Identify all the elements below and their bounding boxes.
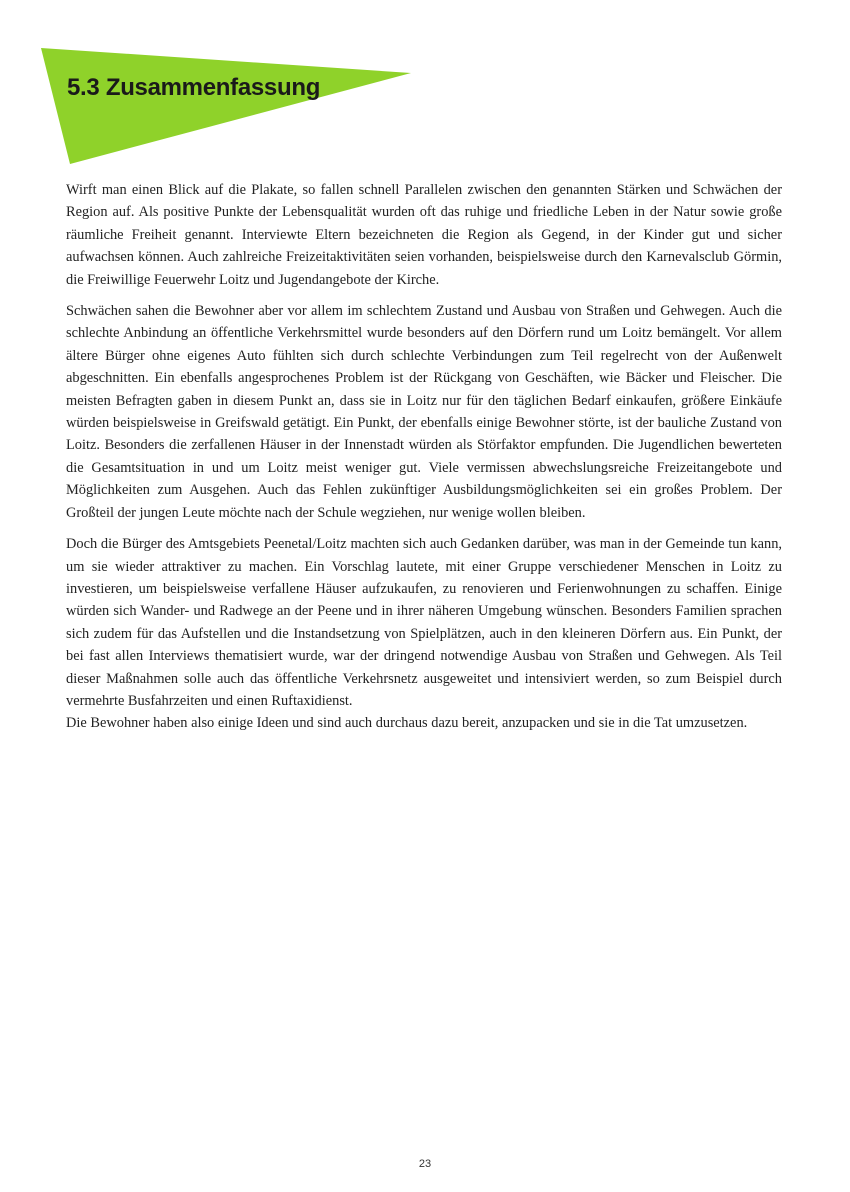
body-text [66, 179, 782, 744]
paragraph: Die Bewohner haben also einige Ideen und sind auch durchaus dazu bereit, anzupacken und sie in die Tat umzusetzen. [66, 715, 748, 732]
paragraph: Doch die Bürger des Amtsgebiets Peenetal/Loitz machten sich auch Gedanken darüber, was man in der Gemeinde tun kann, um sie wieder attraktiver zu machen. Ein Vorschlag lautete, mit einer Gruppe verschiedener Menschen in Loitz zu investieren, um beispielsweise verfallene Häuser aufzukaufen, zu renovieren und Ferienwohnungen zu schaffen. Einige würden sich Wander- und Radwege an der Peene und in ihrer näheren Umgebung wünschen. Besonders Familien sprachen sich zudem für das Aufstellen und die Instandsetzung von Spielplätzen, auch in den kleineren Dörfern aus. Ein Punkt, der bei fast allen Interviews thematisiert wurde, war der dringend notwendige Ausbau von Straßen und Gehwegen. Als Teil dieser Maßnahmen solle auch das öffentliche Verkehrsnetz ausgeweitet und intensiviert werden, so zum Beispiel durch vermehrte Busfahrzeiten und einen Ruftaxidienst. [66, 536, 782, 709]
page-number: 23 [418, 1158, 432, 1170]
paragraph: Schwächen sahen die Bewohner aber vor allem im schlechtem Zustand und Ausbau von Straßen und Gehwegen. Auch die schlechte Anbindung an öffentliche Verkehrsmittel wurde besonders auf den Dörfern rund um Loitz bemängelt. Vor allem ältere Bürger ohne eigenes Auto fühlten sich durch schlechte Verbindungen zum Teil regelrecht von der Außenwelt abgeschnitten. Ein ebenfalls angesprochenes Problem ist der Rückgang von Geschäften, wie Bäcker und Fleischer. Die meisten Befragten gaben in diesem Punkt an, dass sie in Loitz nur für den täglichen Bedarf einkaufen, größere Einkäufe würden beispielsweise in Greifswald getätigt. Ein Punkt, der ebenfalls einige Bewohner störte, ist der bauliche Zustand von Loitz. Besonders die zerfallenen Häuser in der Innenstadt würden als Störfaktor empfunden. Die Jugendlichen bewerteten die Gesamtsituation in und um Loitz meist weniger gut. Viele vermissen abwechslungsreiche Freizeitangebote und Möglichkeiten zum Ausgehen. Auch das Fehlen zukünftiger Ausbildungsmöglichkeiten sei ein großes Problem. Der Großteil der jungen Leute möchte nach der Schule wegziehen, nur wenige wollen bleiben. [66, 303, 782, 521]
section-heading: 5.3 Zusammenfassung [67, 74, 321, 101]
paragraph: Wirft man einen Blick auf die Plakate, so fallen schnell Parallelen zwischen den genannten Stärken und Schwächen der Region auf. Als positive Punkte der Lebensqualität wurden oft das ruhige und friedliche Leben in der Natur sowie große räumliche Freiheit genannt. Interviewte Eltern bezeichneten die Region als Gegend, in der Kinder gut und sicher aufwachsen können. Auch zahlreiche Freizeitaktivitäten seien vorhanden, beispielsweise durch den Karnevalsclub Görmin, die Freiwillige Feuerwehr Loitz und Jugendangebote der Kirche. [66, 182, 782, 288]
